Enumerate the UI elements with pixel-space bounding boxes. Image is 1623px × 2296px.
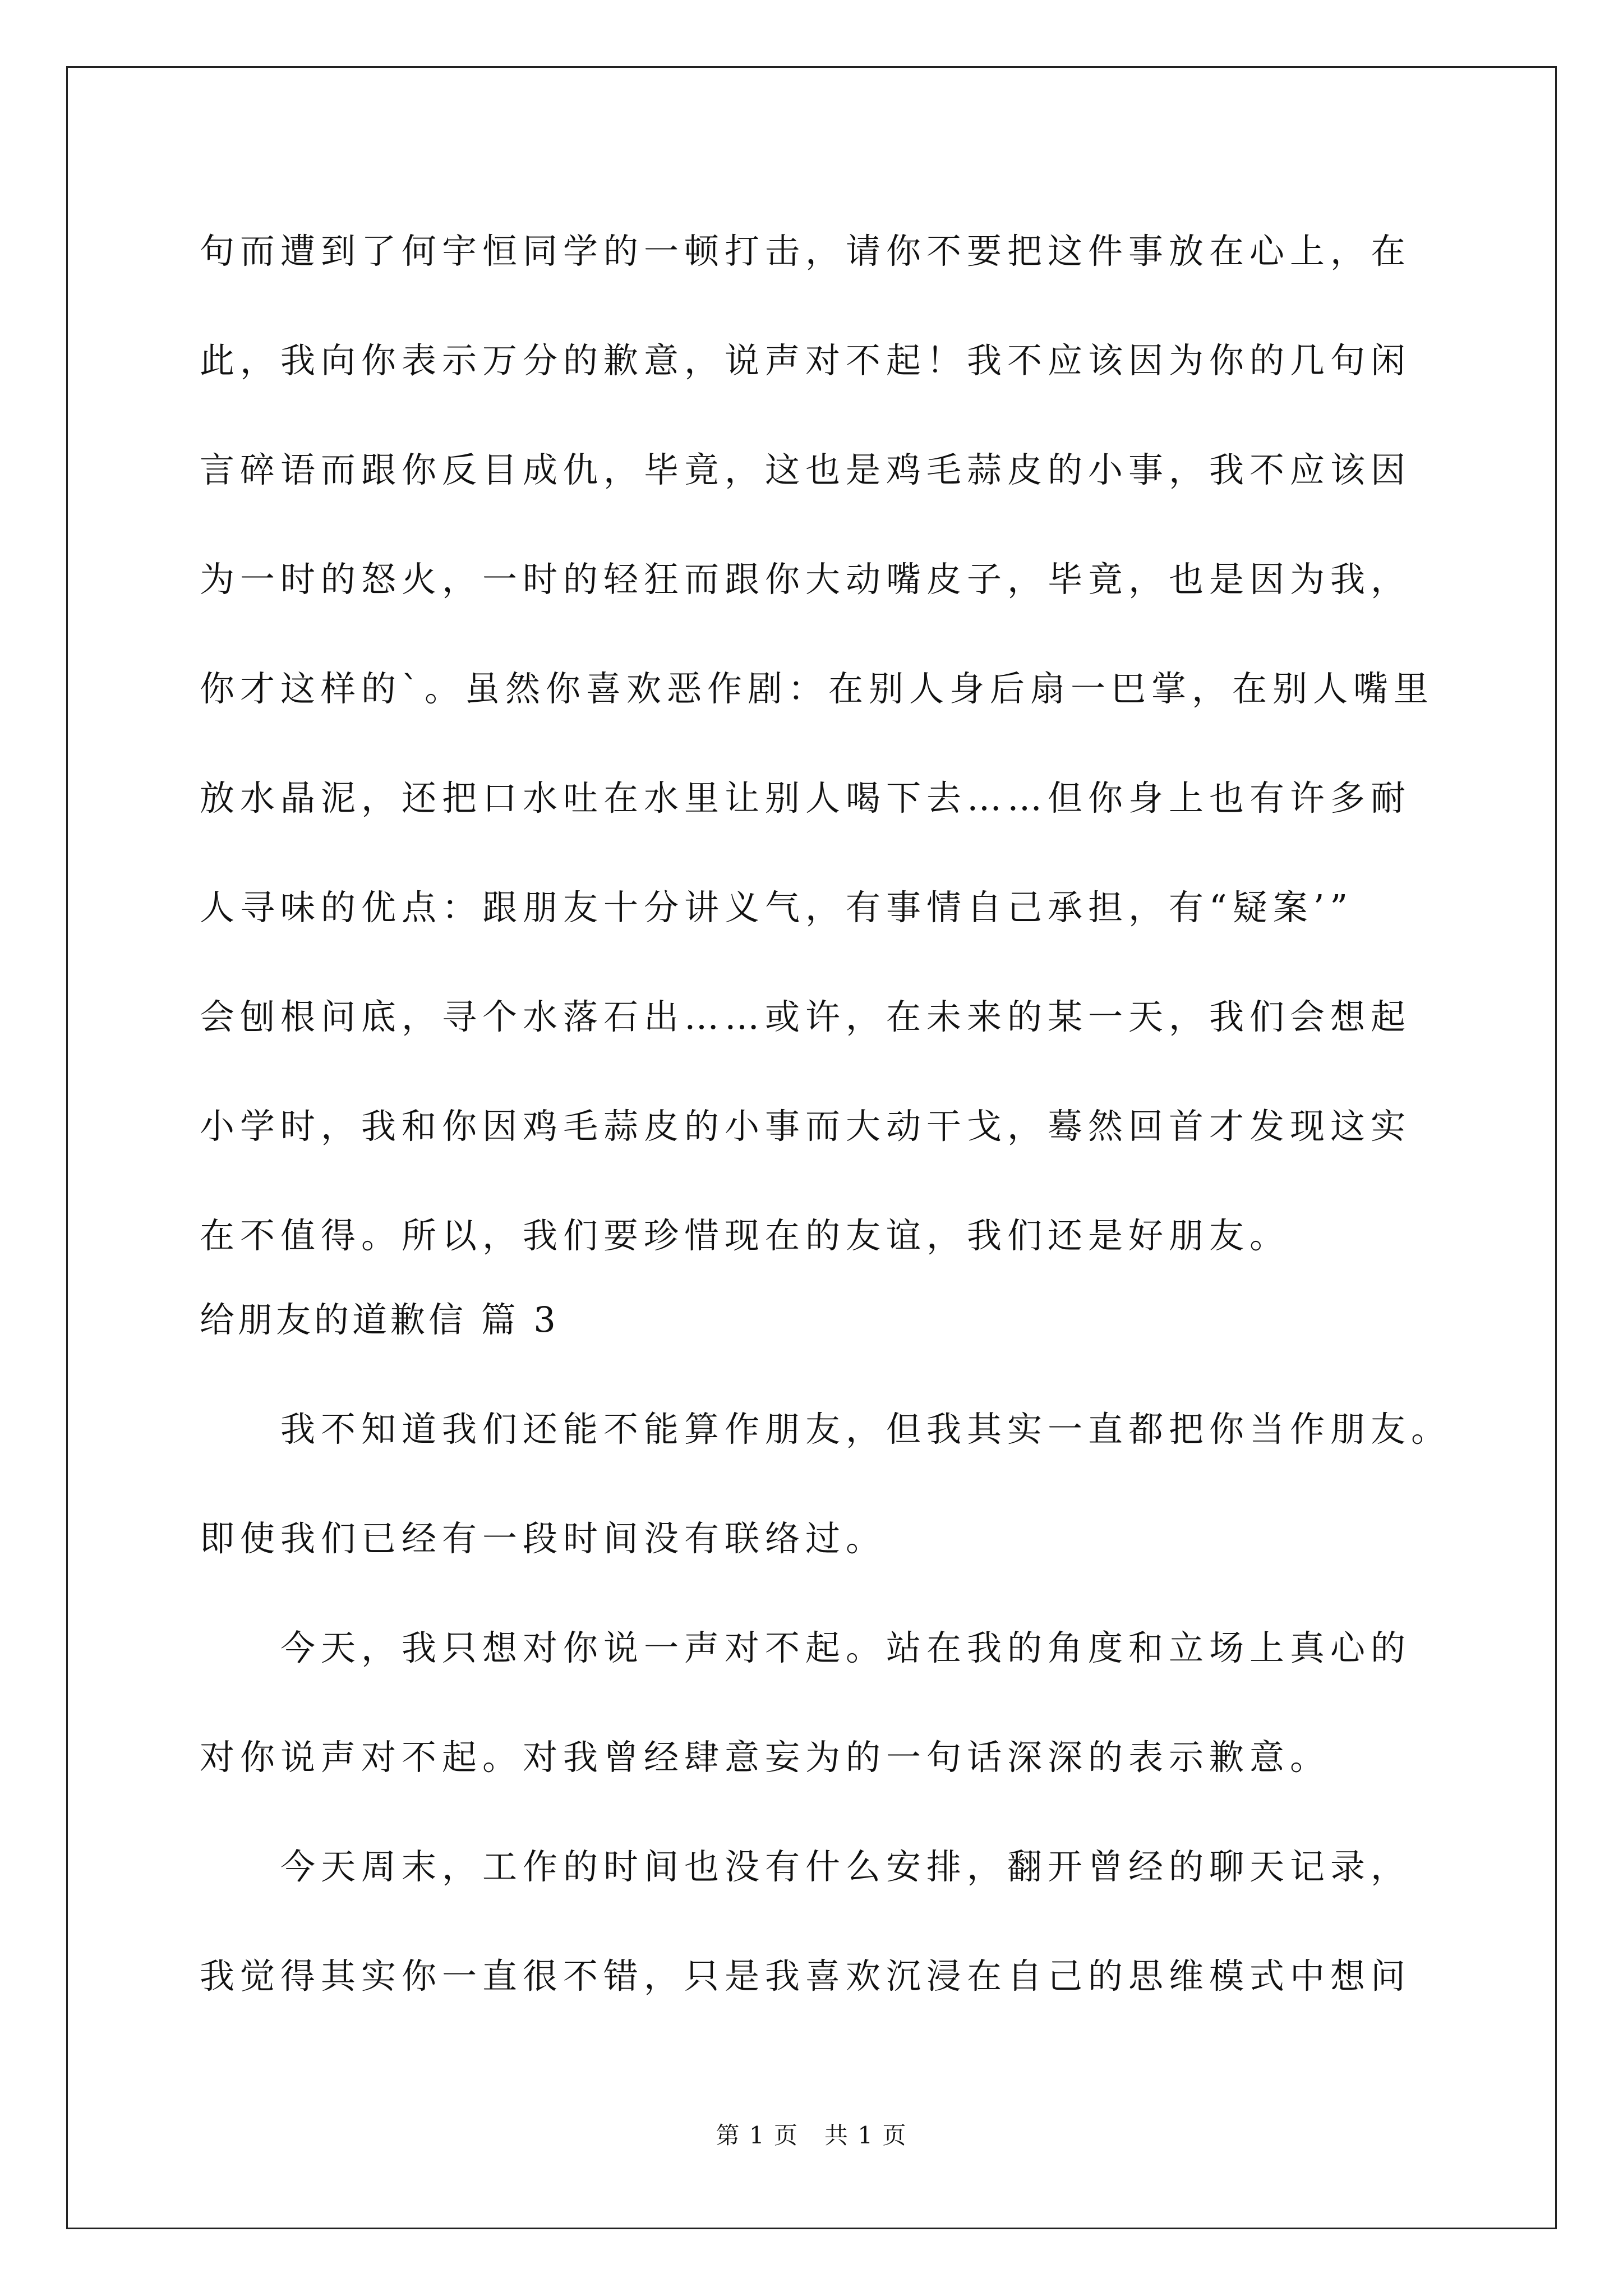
text-line: 人寻味的优点：跟朋友十分讲义气，有事情自己承担，有“疑案’” [200, 887, 1354, 928]
text-line: 小学时，我和你因鸡毛蒜皮的小事而大动干戈，蓦然回首才发现这实 [200, 1106, 1412, 1147]
text-line: 即使我们已经有一段时间没有联络过。 [200, 1518, 887, 1559]
text-line: 今天，我只想对你说一声对不起。站在我的角度和立场上真心的 [280, 1627, 1412, 1668]
text-line: 你才这样的`。虽然你喜欢恶作剧：在别人身后扇一巴掌，在别人嘴里 [200, 668, 1435, 709]
section-heading: 给朋友的道歉信 篇 3 [200, 1299, 559, 1340]
text-line: 今天周末，工作的时间也没有什么安排，翻开曾经的聊天记录， [280, 1846, 1412, 1887]
text-line: 在不值得。所以，我们要珍惜现在的友谊，我们还是好朋友。 [200, 1215, 1290, 1256]
text-line: 我不知道我们还能不能算作朋友，但我其实一直都把你当作朋友。 [280, 1409, 1452, 1450]
text-line: 对你说声对不起。对我曾经肆意妄为的一句话深深的表示歉意。 [200, 1737, 1331, 1778]
page-number: 第 1 页 共 1 页 [716, 2122, 907, 2149]
text-line: 为一时的怒火，一时的轻狂而跟你大动嘴皮子，毕竟，也是因为我， [200, 559, 1412, 600]
text-line: 句而遭到了何宇恒同学的一顿打击，请你不要把这件事放在心上，在 [200, 231, 1412, 272]
text-line: 会刨根问底，寻个水落石出……或许，在未来的某一天，我们会想起 [200, 996, 1412, 1037]
text-line: 放水晶泥，还把口水吐在水里让别人喝下去……但你身上也有许多耐 [200, 777, 1412, 818]
text-line: 我觉得其实你一直很不错，只是我喜欢沉浸在自己的思维模式中想问 [200, 1955, 1412, 1996]
text-line: 此，我向你表示万分的歉意，说声对不起！我不应该因为你的几句闲 [200, 340, 1412, 381]
text-line: 言碎语而跟你反目成仇，毕竟，这也是鸡毛蒜皮的小事，我不应该因 [200, 449, 1412, 490]
